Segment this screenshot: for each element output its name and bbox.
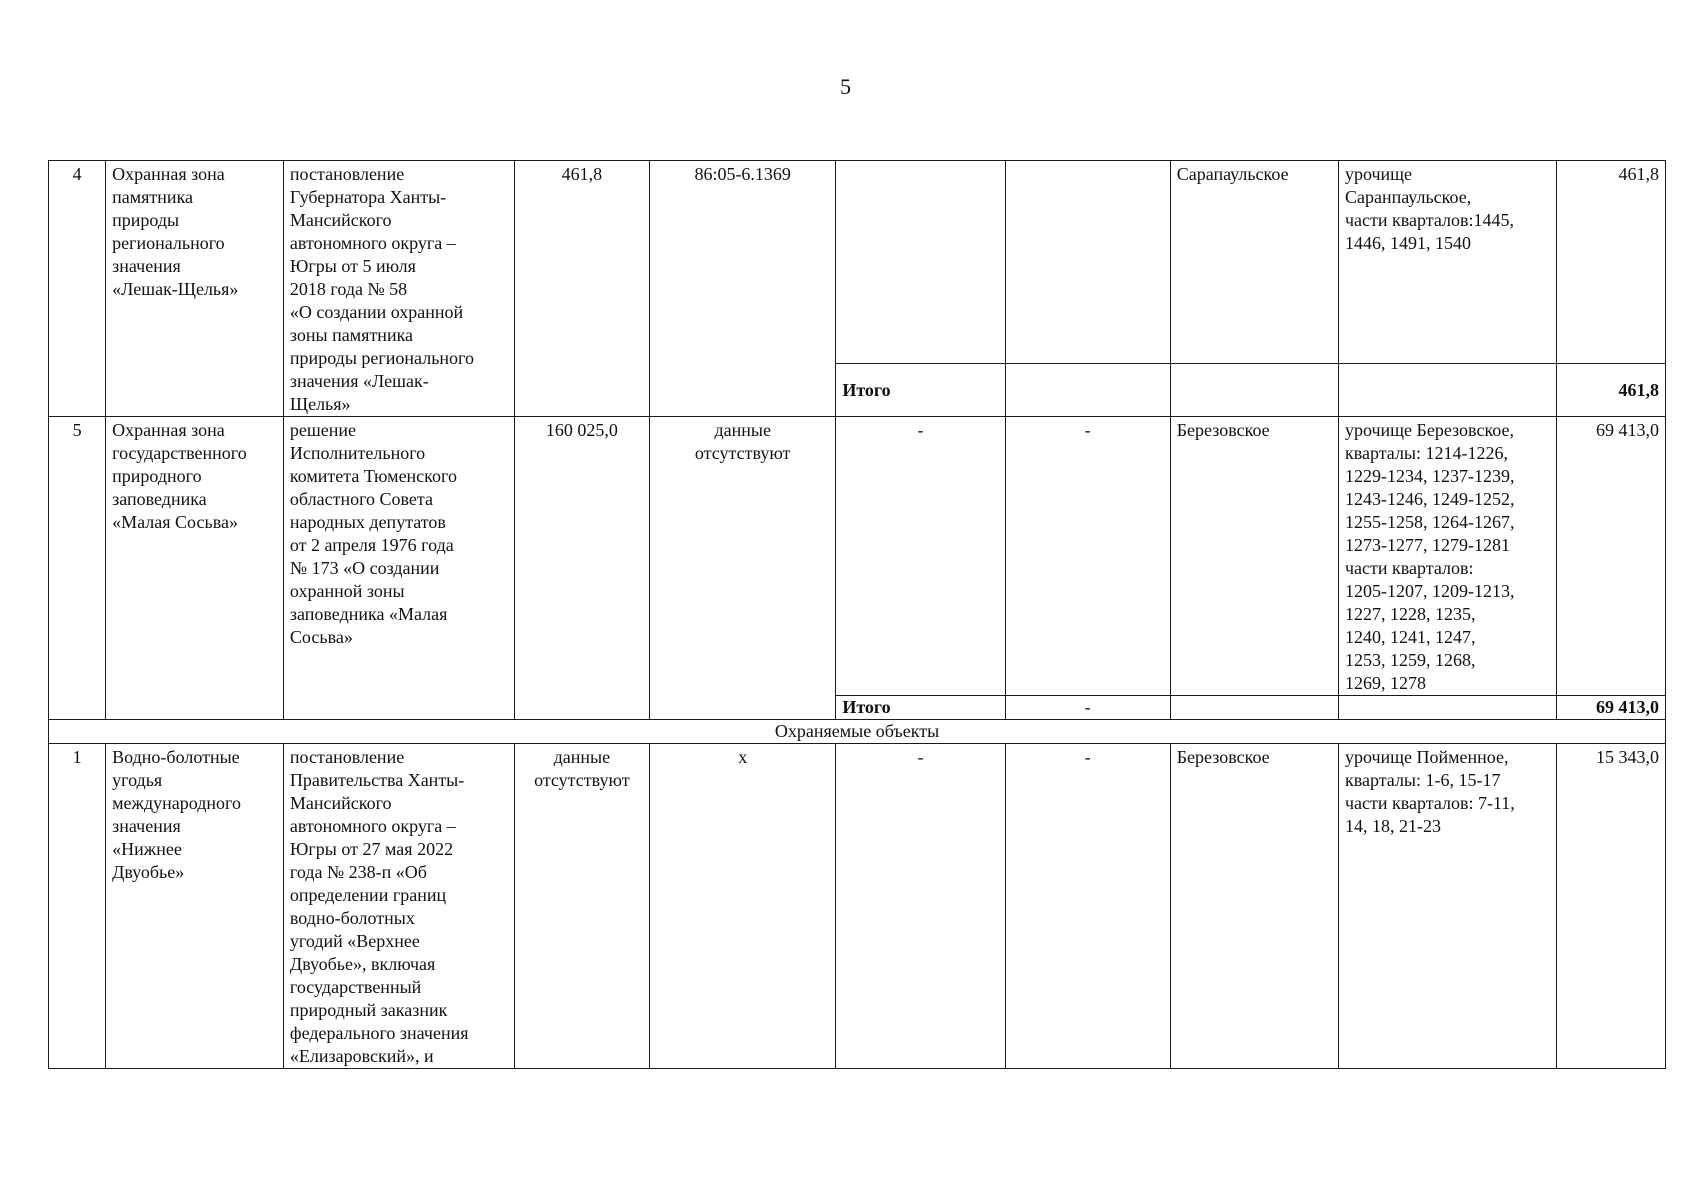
total-empty-cell <box>1170 696 1338 720</box>
table-row <box>49 744 1666 1069</box>
protected-areas-table <box>48 160 1666 1069</box>
row-number: 5 <box>49 417 106 720</box>
column-7-cell <box>1005 161 1170 364</box>
total-value: 69 413,0 <box>1556 696 1665 720</box>
table-row <box>49 417 1666 696</box>
cadastral-number: данные отсутствуют <box>650 417 836 720</box>
location-area: 69 413,0 <box>1556 417 1665 696</box>
total-area: 160 025,0 <box>514 417 649 720</box>
column-6-cell: - <box>836 417 1005 696</box>
column-7-cell: - <box>1005 744 1170 1069</box>
location-description: урочище Березовское, кварталы: 1214-1226, 1229-1234, 1237-1239, 1243-1246, 1249-1252, 1255-1258, 1264-1267, 1273-1277, 1279-1281 части кварталов: 1205-1207, 1209-1213, 1227, 1228, 1235, 1240, 1241, 1247, 1253, 1259, 1268, 1269, 1278 <box>1338 417 1556 696</box>
cadastral-number: х <box>650 744 836 1069</box>
legal-document: постановление Правительства Ханты- Мансийского автономного округа – Югры от 27 мая 2022 года № 238-п «Об определении границ водно-болотных угодий «Верхнее Двуобье», включая государственный природный заказник федерального значения «Елизаровский», и <box>283 744 514 1069</box>
total-label: Итого <box>836 696 1005 720</box>
object-name: Охранная зона памятника природы регионального значения «Лешак-Щелья» <box>106 161 284 417</box>
total-column-7: - <box>1005 696 1170 720</box>
total-area: данные отсутствуют <box>514 744 649 1069</box>
legal-document: решение Исполнительного комитета Тюменского областного Совета народных депутатов от 2 апреля 1976 года № 173 «О создании охранной зоны заповедника «Малая Сосьва» <box>283 417 514 720</box>
section-title: Охраняемые объекты <box>49 720 1666 744</box>
location-description: урочище Саранпаульское, части кварталов:1445, 1446, 1491, 1540 <box>1338 161 1556 364</box>
section-row <box>49 720 1666 744</box>
object-name: Водно-болотные угодья международного значения «Нижнее Двуобье» <box>106 744 284 1069</box>
total-column-7 <box>1005 363 1170 416</box>
column-7-cell: - <box>1005 417 1170 696</box>
forestry-name: Березовское <box>1170 744 1338 1069</box>
row-number: 4 <box>49 161 106 417</box>
location-area: 15 343,0 <box>1556 744 1665 1069</box>
location-description: урочище Пойменное, кварталы: 1-6, 15-17 части кварталов: 7-11, 14, 18, 21-23 <box>1338 744 1556 1069</box>
table-row <box>49 161 1666 364</box>
column-6-cell: - <box>836 744 1005 1069</box>
forestry-name: Березовское <box>1170 417 1338 696</box>
total-empty-cell <box>1338 363 1556 416</box>
cadastral-number: 86:05-6.1369 <box>650 161 836 417</box>
forestry-name: Сарапаульское <box>1170 161 1338 364</box>
row-number: 1 <box>49 744 106 1069</box>
total-label: Итого <box>836 363 1005 416</box>
total-area: 461,8 <box>514 161 649 417</box>
object-name: Охранная зона государственного природного заповедника «Малая Сосьва» <box>106 417 284 720</box>
page-number: 5 <box>840 74 851 99</box>
total-value: 461,8 <box>1556 363 1665 416</box>
total-empty-cell <box>1170 363 1338 416</box>
column-6-cell <box>836 161 1005 364</box>
total-empty-cell <box>1338 696 1556 720</box>
location-area: 461,8 <box>1556 161 1665 364</box>
legal-document: постановление Губернатора Ханты- Мансийского автономного округа – Югры от 5 июля 2018 года № 58 «О создании охранной зоны памятника природы регионального значения «Лешак- Щелья» <box>283 161 514 417</box>
